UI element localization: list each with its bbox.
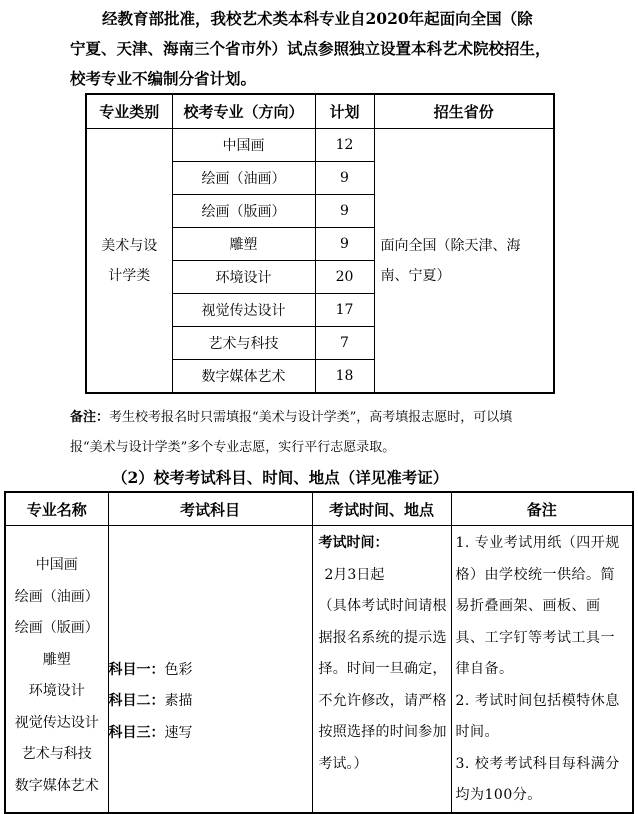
major-cell: 雕塑 xyxy=(172,228,315,261)
subject-label: 科目二： xyxy=(108,693,165,709)
plan-cell: 20 xyxy=(315,261,374,294)
major-item: 数字媒体艺术 xyxy=(14,777,99,794)
remarks-cell xyxy=(451,526,633,813)
header-plan: 计划 xyxy=(315,94,374,129)
plan-cell: 9 xyxy=(315,228,374,261)
time-heading: 考试时间： xyxy=(318,535,389,551)
major-item: 环境设计 xyxy=(28,683,85,699)
subject-item xyxy=(109,655,312,687)
province-cell xyxy=(374,129,554,394)
subject-value: 素描 xyxy=(164,693,193,709)
remark-item: 3. 校考考试科目每科满分均为100分。 xyxy=(455,755,620,803)
intro-line-3: 校考专业不编制分省计划。 xyxy=(70,69,257,88)
province-line-2: 南、宁夏） xyxy=(380,267,451,284)
major-item: 中国画 xyxy=(35,557,78,573)
table-row xyxy=(5,526,633,813)
header-province: 招生省份 xyxy=(374,94,554,129)
intro-paragraph xyxy=(70,4,582,94)
table-header-row xyxy=(5,492,633,526)
time-date: 2月3日起 xyxy=(324,566,385,583)
remark-item: 2. 考试时间包括模特休息时间。 xyxy=(455,692,620,740)
note-line-2: 报“美术与设计学类”多个专业志愿，实行平行志愿录取。 xyxy=(70,440,396,455)
plan-cell: 9 xyxy=(315,162,374,195)
time-detail: （具体考试时间请根据报名系统的提示选择。时间一旦确定，不允许修改，请严格按照选择的时间参加考试。） xyxy=(318,598,447,772)
intro-line-2: 宁夏、天津、海南三个省市外）试点参照独立设置本科艺术院校招生， xyxy=(70,39,551,58)
exam-schedule-table xyxy=(4,491,634,814)
subject-value: 色彩 xyxy=(164,661,193,678)
major-item: 绘画（版画） xyxy=(14,620,99,636)
major-item: 绘画（油画） xyxy=(14,588,99,605)
subject-label: 科目一： xyxy=(108,661,165,678)
major-cell: 中国画 xyxy=(172,129,315,162)
header-subjects: 考试科目 xyxy=(108,492,312,526)
major-item: 艺术与科技 xyxy=(21,746,92,762)
major-cell: 环境设计 xyxy=(172,261,315,294)
note-line-1: 考生校考报名时只需填报“美术与设计学类”，高考填报志愿时，可以填 xyxy=(109,410,513,425)
table-row xyxy=(86,129,554,162)
subject-item xyxy=(109,718,312,750)
major-cell: 艺术与科技 xyxy=(172,327,315,360)
note-paragraph xyxy=(70,403,590,463)
subject-value: 速写 xyxy=(164,724,193,741)
subject-item xyxy=(109,686,312,718)
subjects-cell xyxy=(108,526,312,813)
plan-cell: 17 xyxy=(315,294,374,327)
plan-cell: 18 xyxy=(315,360,374,394)
header-time-place: 考试时间、地点 xyxy=(312,492,451,526)
plan-cell: 9 xyxy=(315,195,374,228)
note-label: 备注： xyxy=(70,410,110,425)
province-line-1: 面向全国（除天津、海 xyxy=(380,237,521,254)
header-remarks: 备注 xyxy=(451,492,633,526)
table-header-row xyxy=(86,94,554,129)
major-cell: 绘画（油画） xyxy=(172,162,315,195)
majors-cell xyxy=(5,526,108,813)
remark-item: 1. 专业考试用纸（四开规格）由学校统一供给。简易折叠画架、画板、画具、工字钉等考试工具一律自备。 xyxy=(455,535,620,677)
category-line-2: 计学类 xyxy=(108,267,151,284)
enrollment-plan-table xyxy=(85,93,555,394)
plan-cell: 7 xyxy=(315,327,374,360)
time-place-cell xyxy=(312,526,451,813)
major-item: 雕塑 xyxy=(42,651,71,668)
header-category: 专业类别 xyxy=(86,94,172,129)
section-2-title: （2）校考考试科目、时间、地点（详见准考证） xyxy=(112,468,449,487)
intro-line-1: 经教育部批准，我校艺术类本科专业自2020年起面向全国（除 xyxy=(102,9,533,28)
category-line-1: 美术与设 xyxy=(101,237,158,254)
plan-cell: 12 xyxy=(315,129,374,162)
major-cell: 数字媒体艺术 xyxy=(172,360,315,394)
header-major: 校考专业（方向） xyxy=(172,94,315,129)
major-item: 视觉传达设计 xyxy=(14,714,99,731)
header-major-name: 专业名称 xyxy=(5,492,108,526)
subject-label: 科目三： xyxy=(108,724,165,741)
major-cell: 绘画（版画） xyxy=(172,195,315,228)
major-cell: 视觉传达设计 xyxy=(172,294,315,327)
category-cell xyxy=(86,129,172,394)
